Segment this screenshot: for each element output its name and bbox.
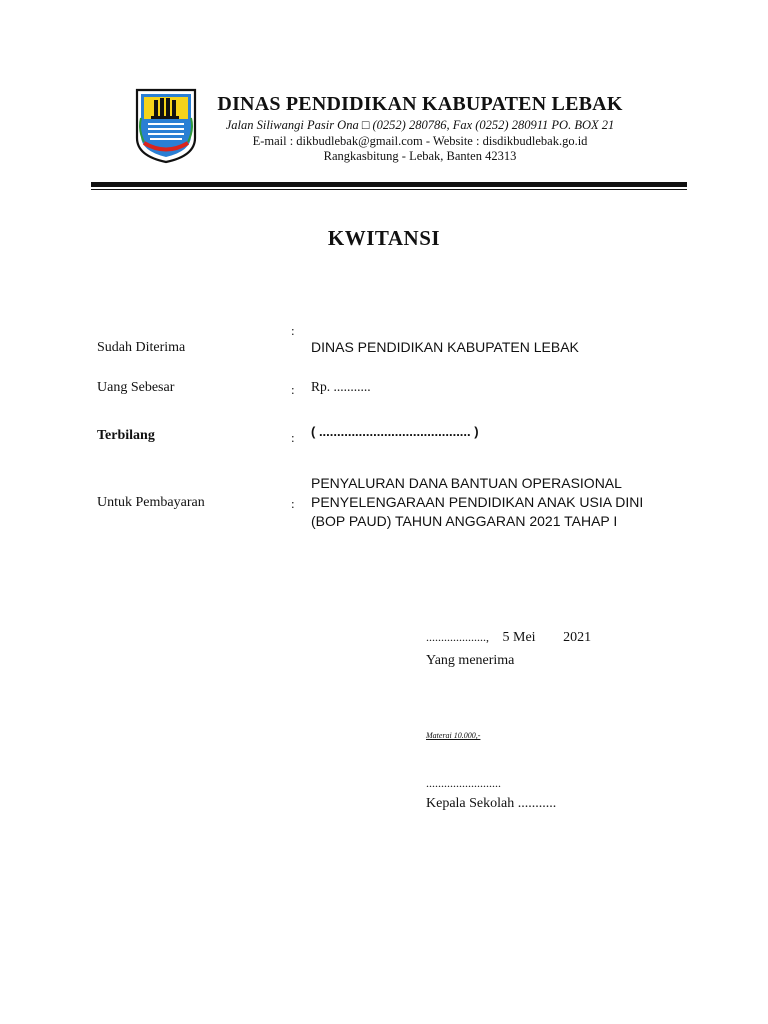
received-from-value: DINAS PENDIDIKAN KABUPATEN LEBAK bbox=[311, 339, 579, 355]
spelled-amount-value: ( .......................................... ) bbox=[311, 424, 479, 439]
document-title: KWITANSI bbox=[327, 226, 441, 250]
organization-name: DINAS PENDIDIKAN KABUPATEN LEBAK bbox=[217, 93, 623, 115]
purpose-line: PENYALURAN DANA BANTUAN OPERASIONAL bbox=[311, 475, 622, 491]
contact-line: E-mail : dikbudlebak@gmail.com - Website : disdikbudlebak.go.id bbox=[252, 134, 588, 148]
colon: : bbox=[291, 323, 295, 338]
signing-year: 2021 bbox=[563, 630, 592, 645]
colon: : bbox=[291, 496, 295, 511]
lebak-regency-logo bbox=[134, 88, 198, 164]
letterhead-divider-thin bbox=[91, 189, 687, 190]
place-dots: ...................., bbox=[426, 630, 489, 644]
signing-place-date bbox=[426, 630, 591, 646]
colon: : bbox=[291, 430, 295, 445]
amount-value: Rp. ........... bbox=[311, 379, 371, 394]
spelled-amount-label: Terbilang bbox=[97, 428, 155, 443]
colon: : bbox=[291, 382, 295, 397]
signer-role: Kepala Sekolah ........... bbox=[426, 796, 557, 811]
received-from-label: Sudah Diterima bbox=[97, 340, 186, 355]
signer-name-dots: ......................... bbox=[426, 776, 501, 790]
purpose-line: (BOP PAUD) TAHUN ANGGARAN 2021 TAHAP I bbox=[311, 513, 618, 529]
purpose-text bbox=[311, 474, 711, 531]
address-line: Jalan Siliwangi Pasir Ona □ (0252) 280786, Fax (0252) 280911 PO. BOX 21 bbox=[225, 118, 615, 132]
stamp-duty-note: Materai 10.000,- bbox=[426, 731, 481, 740]
received-by-label: Yang menerima bbox=[426, 653, 515, 668]
purpose-line: PENYELENGARAAN PENDIDIKAN ANAK USIA DINI bbox=[311, 494, 644, 510]
signing-day-month: 5 Mei bbox=[502, 630, 536, 645]
purpose-label: Untuk Pembayaran bbox=[97, 495, 205, 510]
amount-label: Uang Sebesar bbox=[97, 380, 175, 395]
letterhead-divider-thick bbox=[91, 182, 687, 187]
city-line: Rangkasbitung - Lebak, Banten 42313 bbox=[323, 149, 517, 163]
